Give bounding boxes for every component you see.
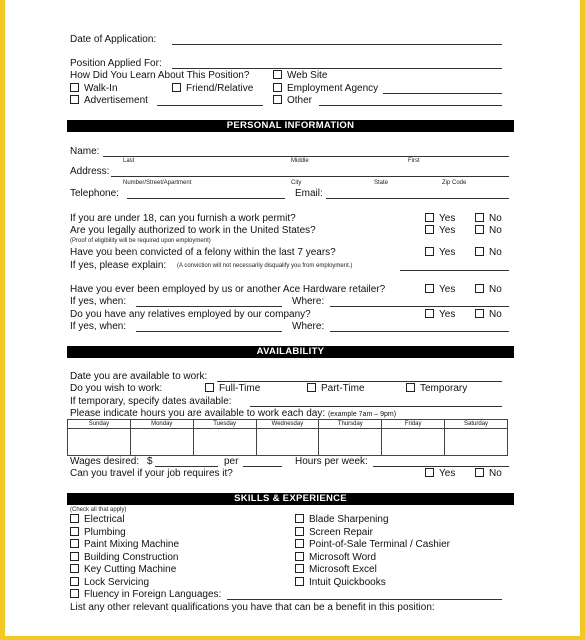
- temporary-option[interactable]: Temporary: [406, 383, 467, 395]
- skill-microsoft-word[interactable]: Microsoft Word: [295, 552, 376, 564]
- employed-where-field[interactable]: [330, 306, 509, 307]
- authorized-question: Are you legally authorized to work in the United States?: [70, 225, 316, 236]
- employed-where-label: Where:: [292, 296, 325, 307]
- skill-foreign-languages[interactable]: Fluency in Foreign Languages:: [70, 589, 221, 601]
- name-field[interactable]: [103, 156, 509, 157]
- explain-label: If yes, please explain:: [70, 260, 167, 271]
- checkbox[interactable]: [307, 383, 316, 392]
- name-label: Name:: [70, 146, 100, 157]
- hours-cell-monday[interactable]: [130, 429, 193, 456]
- skill-pos-cashier[interactable]: Point-of-Sale Terminal / Cashier: [295, 539, 450, 551]
- checkbox[interactable]: [425, 213, 434, 222]
- part-time-option[interactable]: Part-Time: [307, 383, 365, 395]
- authorized-yes[interactable]: Yes: [425, 225, 455, 237]
- address-zip-caption: Zip Code: [442, 180, 467, 186]
- felony-yes[interactable]: Yes: [425, 247, 455, 259]
- checkbox[interactable]: [295, 577, 304, 586]
- hours-cell-friday[interactable]: [382, 429, 445, 456]
- checkbox[interactable]: [475, 468, 484, 477]
- telephone-label: Telephone:: [70, 188, 119, 199]
- relatives-when-label: If yes, when:: [70, 321, 127, 332]
- dollar-sign: $: [147, 456, 153, 467]
- checkbox[interactable]: [70, 95, 79, 104]
- employed-before-yes[interactable]: Yes: [425, 284, 455, 296]
- checkbox[interactable]: [425, 225, 434, 234]
- felony-no[interactable]: No: [475, 247, 502, 259]
- checkbox[interactable]: [295, 552, 304, 561]
- checkbox[interactable]: [273, 95, 282, 104]
- relatives-no[interactable]: No: [475, 309, 502, 321]
- email-field[interactable]: [326, 198, 509, 199]
- employed-before-question: Have you ever been employed by us or another Ace Hardware retailer?: [70, 284, 386, 295]
- checkbox[interactable]: [475, 284, 484, 293]
- employed-before-no[interactable]: No: [475, 284, 502, 296]
- other-qualifications-label: List any other relevant qualifications you have that can be a benefit in this position:: [70, 602, 435, 613]
- source-web-site[interactable]: Web Site: [273, 70, 327, 82]
- day-header-friday: Friday: [382, 420, 445, 429]
- checkbox[interactable]: [425, 309, 434, 318]
- hours-availability-table: [67, 419, 508, 456]
- employed-when-label: If yes, when:: [70, 296, 127, 307]
- availability-header: AVAILABILITY: [67, 346, 514, 358]
- day-header-tuesday: Tuesday: [193, 420, 256, 429]
- checkbox[interactable]: [172, 83, 181, 92]
- skills-experience-header: SKILLS & EXPERIENCE: [67, 493, 514, 505]
- advertisement-field[interactable]: [157, 105, 263, 106]
- skill-blade-sharpening[interactable]: Blade Sharpening: [295, 514, 389, 526]
- explain-field[interactable]: [400, 270, 509, 271]
- checkbox[interactable]: [70, 83, 79, 92]
- hours-per-week-field[interactable]: [373, 466, 509, 467]
- travel-yes[interactable]: Yes: [425, 468, 455, 480]
- day-header-sunday: Sunday: [68, 420, 131, 429]
- checkbox[interactable]: [273, 83, 282, 92]
- source-friend-relative[interactable]: Friend/Relative: [172, 83, 253, 95]
- skill-building-construction[interactable]: Building Construction: [70, 552, 179, 564]
- skill-screen-repair[interactable]: Screen Repair: [295, 527, 373, 539]
- relatives-question: Do you have any relatives employed by our company?: [70, 309, 311, 320]
- source-employment-agency[interactable]: Employment Agency: [273, 83, 378, 95]
- name-first-caption: First: [408, 158, 420, 164]
- day-header-monday: Monday: [130, 420, 193, 429]
- skill-paint-mixing[interactable]: Paint Mixing Machine: [70, 539, 179, 551]
- day-header-thursday: Thursday: [319, 420, 382, 429]
- day-header-saturday: Saturday: [445, 420, 508, 429]
- personal-information-header: PERSONAL INFORMATION: [67, 120, 514, 132]
- date-available-label: Date you are available to work:: [70, 371, 208, 382]
- checkbox[interactable]: [295, 527, 304, 536]
- name-last-caption: Last: [123, 158, 135, 164]
- checkbox[interactable]: [273, 70, 282, 79]
- employment-agency-field[interactable]: [383, 93, 502, 94]
- relatives-where-field[interactable]: [330, 331, 509, 332]
- how-learn-label: How Did You Learn About This Position?: [70, 70, 250, 81]
- under18-no[interactable]: No: [475, 213, 502, 225]
- checkbox[interactable]: [205, 383, 214, 392]
- hours-cell-tuesday[interactable]: [193, 429, 256, 456]
- hours-cell-thursday[interactable]: [319, 429, 382, 456]
- source-other[interactable]: Other: [273, 95, 312, 107]
- hours-cell-wednesday[interactable]: [256, 429, 319, 456]
- per-label: per: [224, 456, 239, 467]
- checkbox[interactable]: [425, 468, 434, 477]
- skill-plumbing[interactable]: Plumbing: [70, 527, 126, 539]
- application-page: [5, 0, 580, 636]
- checkbox[interactable]: [70, 527, 79, 536]
- source-advertisement[interactable]: Advertisement: [70, 95, 148, 107]
- checkbox[interactable]: [475, 247, 484, 256]
- checkbox[interactable]: [295, 564, 304, 573]
- checkbox[interactable]: [425, 284, 434, 293]
- relatives-where-label: Where:: [292, 321, 325, 332]
- hours-example: (example 7am – 9pm): [327, 411, 397, 418]
- hours-per-week-label: Hours per week:: [295, 456, 368, 467]
- check-all-note: (Check all that apply): [70, 507, 127, 513]
- telephone-field[interactable]: [127, 198, 285, 199]
- date-of-application-label: Date of Application:: [70, 34, 157, 45]
- full-time-option[interactable]: Full-Time: [205, 383, 260, 395]
- address-label: Address:: [70, 166, 110, 177]
- checkbox[interactable]: [70, 577, 79, 586]
- wages-field[interactable]: [155, 466, 218, 467]
- relatives-when-field[interactable]: [136, 331, 282, 332]
- skill-key-cutting[interactable]: Key Cutting Machine: [70, 564, 176, 576]
- checkbox[interactable]: [70, 514, 79, 523]
- email-label: Email:: [295, 188, 323, 199]
- date-of-application-field[interactable]: [172, 44, 502, 45]
- relatives-yes[interactable]: Yes: [425, 309, 455, 321]
- hours-prompt: Please indicate hours you are available to work each day: (example 7am – 9pm): [70, 408, 397, 419]
- position-applied-for-field[interactable]: [172, 68, 502, 69]
- address-state-caption: State: [374, 180, 389, 186]
- explain-note: (A conviction will not necessarily disqualify you from employment.): [177, 263, 353, 269]
- hours-cell-saturday[interactable]: [445, 429, 508, 456]
- checkbox[interactable]: [475, 309, 484, 318]
- checkbox[interactable]: [70, 552, 79, 561]
- checkbox[interactable]: [70, 564, 79, 573]
- skill-electrical[interactable]: Electrical: [70, 514, 125, 526]
- employed-when-field[interactable]: [136, 306, 282, 307]
- temp-dates-field[interactable]: [250, 406, 502, 407]
- other-source-field[interactable]: [319, 105, 502, 106]
- checkbox[interactable]: [70, 539, 79, 548]
- name-middle-caption: Middle: [291, 158, 309, 164]
- checkbox[interactable]: [475, 213, 484, 222]
- travel-no[interactable]: No: [475, 468, 502, 480]
- skill-microsoft-excel[interactable]: Microsoft Excel: [295, 564, 377, 576]
- under18-yes[interactable]: Yes: [425, 213, 455, 225]
- address-city-caption: City: [291, 180, 302, 186]
- authorized-no[interactable]: No: [475, 225, 502, 237]
- skill-intuit-quickbooks[interactable]: Intuit Quickbooks: [295, 577, 386, 589]
- checkbox[interactable]: [295, 539, 304, 548]
- authorized-note: (Proof of eligibility will be required upon employment): [70, 238, 211, 244]
- address-street-caption: Number/Street/Apartment: [123, 180, 192, 186]
- position-applied-for-label: Position Applied For:: [70, 58, 162, 69]
- felony-question: Have you been convicted of a felony within the last 7 years?: [70, 247, 336, 258]
- checkbox[interactable]: [70, 589, 79, 598]
- source-walk-in[interactable]: Walk-In: [70, 83, 118, 95]
- day-header-wednesday: Wednesday: [256, 420, 319, 429]
- checkbox[interactable]: [475, 225, 484, 234]
- skill-lock-servicing[interactable]: Lock Servicing: [70, 577, 149, 589]
- checkbox[interactable]: [425, 247, 434, 256]
- checkbox[interactable]: [406, 383, 415, 392]
- travel-question: Can you travel if your job requires it?: [70, 468, 233, 479]
- wish-to-work-label: Do you wish to work:: [70, 383, 163, 394]
- date-available-field[interactable]: [217, 381, 502, 382]
- checkbox[interactable]: [295, 514, 304, 523]
- under18-question: If you are under 18, can you furnish a work permit?: [70, 213, 296, 224]
- temp-dates-label: If temporary, specify dates available:: [70, 396, 232, 407]
- wages-label: Wages desired:: [70, 456, 140, 467]
- wages-period-field[interactable]: [243, 466, 282, 467]
- foreign-languages-field[interactable]: [227, 599, 502, 600]
- address-field[interactable]: [111, 176, 509, 177]
- hours-cell-sunday[interactable]: [68, 429, 131, 456]
